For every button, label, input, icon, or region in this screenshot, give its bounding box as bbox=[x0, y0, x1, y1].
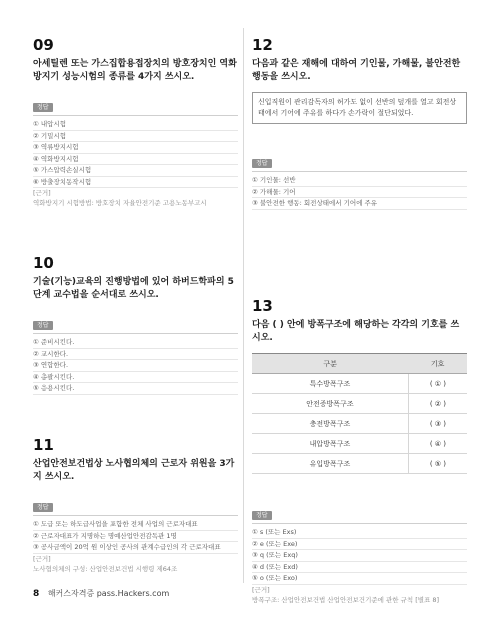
basis-text: 노사협의체의 구성: 산업안전보건법 시행령 제64조 bbox=[33, 564, 178, 573]
table-cell: 내압방폭구조 bbox=[252, 434, 408, 454]
answer-line: ② 교시한다. bbox=[33, 349, 238, 361]
table-cell: 특수방폭구조 bbox=[252, 374, 408, 394]
question-09 bbox=[33, 36, 238, 208]
answer-line: ② 근로자대표가 지명하는 명예산업안전감독관 1명 bbox=[33, 531, 238, 543]
question-number: 13 bbox=[252, 297, 273, 315]
column-divider bbox=[243, 28, 244, 583]
answer-line: ③ 불안전한 행동: 회전상태에서 기어에 주유 bbox=[252, 198, 467, 210]
basis-label: [근거] bbox=[252, 585, 270, 594]
answer-badge: 정답 bbox=[33, 321, 53, 330]
answer-badge: 정답 bbox=[33, 103, 53, 112]
answer-line: ② 기밀시험 bbox=[33, 131, 238, 143]
table-row bbox=[252, 434, 467, 454]
table-cell: ( ① ) bbox=[408, 374, 467, 394]
answer-block bbox=[252, 150, 467, 210]
footer-brand: 해커스자격증 pass.Hackers.com bbox=[47, 589, 170, 598]
answer-line: ① 도급 또는 하도급사업을 포함한 전체 사업의 근로자대표 bbox=[33, 519, 238, 531]
question-text: 다음과 같은 재해에 대하여 기인물, 가해물, 불안전한 행동을 쓰시오. bbox=[252, 59, 461, 82]
answer-line: ④ d (또는 Exd) bbox=[252, 562, 467, 574]
question-text: 산업안전보건법상 노사협의체의 근로자 위원을 3가지 쓰시오. bbox=[33, 459, 235, 482]
answer-line: ③ 역류방지시험 bbox=[33, 142, 238, 154]
page-number: 8 bbox=[33, 589, 40, 599]
table-cell: ( ③ ) bbox=[408, 414, 467, 434]
question-number: 09 bbox=[33, 36, 54, 54]
scenario-box: 신입직원이 관리감독자의 허가도 없이 선반의 덮개를 열고 회전상태에서 기어에 주유를 하다가 손가락이 절단되었다. bbox=[252, 92, 467, 124]
table-cell: 충전방폭구조 bbox=[252, 414, 408, 434]
question-text: 기술(기능)교육의 진행방법에 있어 하버드학파의 5단계 교수법을 순서대로 쓰시오. bbox=[33, 277, 234, 300]
table-cell: 유입방폭구조 bbox=[252, 454, 408, 474]
answer-line: ⑥ 방출장치동작시험 bbox=[33, 177, 238, 189]
answer-line: ① 내압시험 bbox=[33, 119, 238, 131]
question-12 bbox=[252, 36, 467, 210]
basis-text: 방폭구조: 산업안전보건법 산업안전보건기준에 관한 규칙 [별표 8] bbox=[252, 595, 440, 604]
answer-block bbox=[33, 312, 238, 395]
table-header: 구분 bbox=[252, 354, 408, 374]
answer-line: ② e (또는 Exe) bbox=[252, 539, 467, 551]
table-row bbox=[252, 414, 467, 434]
table-header: 기호 bbox=[408, 354, 467, 374]
answer-block bbox=[33, 94, 238, 208]
answer-line: ① 준비시킨다. bbox=[33, 337, 238, 349]
table-cell: 안전증방폭구조 bbox=[252, 394, 408, 414]
question-text: 아세틸렌 또는 가스집합용접장치의 방호장치인 역화방지기 성능시험의 종류를 4가지 쓰시오. bbox=[33, 59, 237, 82]
basis-text: 역화방지기 시험방법: 방호장치 자율안전기준 고용노동부고시 bbox=[33, 199, 207, 207]
answer-line: ⑤ o (또는 Exo) bbox=[252, 573, 467, 585]
answer-block bbox=[33, 494, 238, 574]
question-13 bbox=[252, 297, 467, 605]
table-row bbox=[252, 394, 467, 414]
answer-badge: 정답 bbox=[252, 511, 272, 520]
answer-line: ③ q (또는 Exq) bbox=[252, 550, 467, 562]
table-cell: ( ④ ) bbox=[408, 434, 467, 454]
answer-line: ① s (또는 Exs) bbox=[252, 527, 467, 539]
answer-line: ⑤ 응용시킨다. bbox=[33, 383, 238, 395]
explosion-proof-table bbox=[252, 353, 467, 474]
basis-label: [근거] bbox=[33, 189, 51, 197]
question-10 bbox=[33, 254, 238, 395]
table-cell: ( ② ) bbox=[408, 394, 467, 414]
table-cell: ( ⑤ ) bbox=[408, 454, 467, 474]
table-row bbox=[252, 454, 467, 474]
answer-badge: 정답 bbox=[33, 503, 53, 512]
page-footer bbox=[33, 588, 169, 599]
question-number: 11 bbox=[33, 436, 54, 454]
question-text: 다음 ( ) 안에 방폭구조에 해당하는 각각의 기호를 쓰시오. bbox=[252, 320, 460, 343]
answer-block bbox=[252, 502, 467, 605]
answer-line: ③ 연합한다. bbox=[33, 360, 238, 372]
basis-label: [근거] bbox=[33, 554, 51, 563]
answer-line: ④ 총괄시킨다. bbox=[33, 372, 238, 384]
answer-line: ① 기인물: 선반 bbox=[252, 175, 467, 187]
question-11 bbox=[33, 436, 238, 574]
answer-line: ⑤ 가스압력손실시험 bbox=[33, 165, 238, 177]
answer-badge: 정답 bbox=[252, 159, 272, 168]
question-number: 12 bbox=[252, 36, 273, 54]
table-row bbox=[252, 374, 467, 394]
answer-line: ② 가해물: 기어 bbox=[252, 187, 467, 199]
answer-line: ④ 역화방지시험 bbox=[33, 154, 238, 166]
question-number: 10 bbox=[33, 254, 54, 272]
answer-line: ③ 공사금액이 20억 원 이상인 공사의 관계수급인의 각 근로자대표 bbox=[33, 542, 238, 554]
